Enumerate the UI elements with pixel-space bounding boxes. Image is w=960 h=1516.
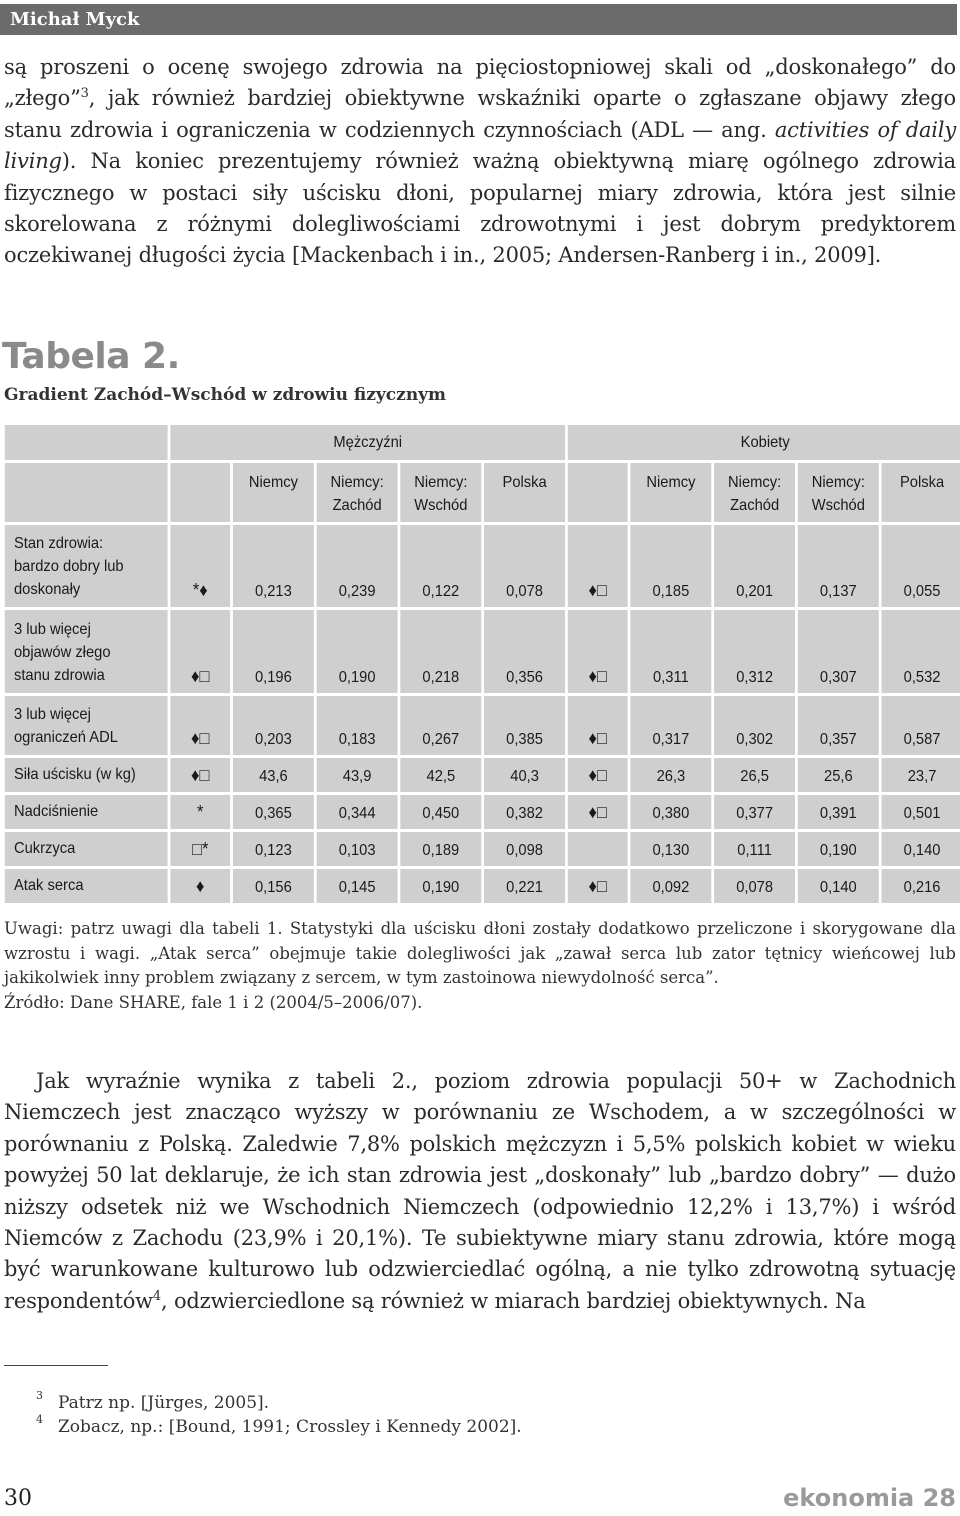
intro-text-2: , jak również bardziej obiektywne wskaźniki oparte o zgłaszane objawy złego stanu zdrowia i ograniczenia w codziennych czynnościach (ADL — ang. [4, 86, 956, 142]
value-cell: 43,6 [232, 756, 316, 793]
value-cell: 0,130 [629, 830, 713, 867]
row-label: 3 lub więcej objawów złego stanu zdrowia [3, 609, 169, 694]
body-text-2: , odzwierciedlone są również w miarach bardziej obiektywnych. Na [161, 1288, 866, 1313]
significance-marker: ♦□ [169, 694, 232, 756]
row-label: Nadciśnienie [3, 793, 169, 830]
empty-cell [566, 462, 629, 524]
value-cell: 0,357 [796, 694, 880, 756]
value-cell: 0,356 [483, 609, 567, 694]
col-header: Polska [483, 462, 567, 524]
col-header: Niemcy: Zachód [713, 462, 797, 524]
significance-marker [566, 830, 629, 867]
significance-marker: □* [169, 830, 232, 867]
table-title: Tabela 2. [2, 336, 180, 377]
value-cell: 0,189 [399, 830, 483, 867]
value-cell: 0,216 [880, 867, 960, 904]
col-header: Niemcy [629, 462, 713, 524]
value-cell: 0,078 [483, 524, 567, 609]
value-cell: 0,190 [315, 609, 399, 694]
value-cell: 0,092 [629, 867, 713, 904]
body-paragraph [4, 1066, 956, 1317]
value-cell: 40,3 [483, 756, 567, 793]
footnote-number: 4 [36, 1413, 43, 1426]
value-cell: 0,317 [629, 694, 713, 756]
value-cell: 0,267 [399, 694, 483, 756]
group-men: Mężczyźni [169, 424, 566, 462]
footnote-3 [36, 1389, 270, 1413]
value-cell: 0,501 [880, 793, 960, 830]
table-row [3, 524, 960, 609]
footnote-ref-4[interactable]: 4 [152, 1288, 161, 1304]
value-cell: 0,140 [880, 830, 960, 867]
value-cell: 0,137 [796, 524, 880, 609]
page-number: 30 [4, 1486, 32, 1511]
col-header: Niemcy: Wschód [399, 462, 483, 524]
value-cell: 0,344 [315, 793, 399, 830]
value-cell: 0,185 [629, 524, 713, 609]
table-row [3, 867, 960, 904]
value-cell: 0,078 [713, 867, 797, 904]
value-cell: 0,156 [232, 867, 316, 904]
value-cell: 0,382 [483, 793, 567, 830]
table-notes [4, 917, 956, 1015]
value-cell: 0,311 [629, 609, 713, 694]
intro-text-1: są proszeni o ocenę swojego zdrowia na pięciostopniowej skali od „doskonałego” do „złego” [4, 55, 956, 111]
footnote-4 [36, 1413, 522, 1437]
col-header: Niemcy: Wschód [796, 462, 880, 524]
value-cell: 43,9 [315, 756, 399, 793]
empty-cell [3, 424, 169, 462]
value-cell: 0,111 [713, 830, 797, 867]
footnote-ref-3[interactable]: 3 [80, 86, 89, 102]
significance-marker: ♦□ [566, 609, 629, 694]
value-cell: 0,307 [796, 609, 880, 694]
row-label: Siła uścisku (w kg) [3, 756, 169, 793]
value-cell: 0,201 [713, 524, 797, 609]
journal-name: ekonomia 28 [783, 1484, 956, 1512]
value-cell: 0,196 [232, 609, 316, 694]
running-header [0, 4, 957, 35]
author-name: Michał Myck [10, 9, 140, 30]
value-cell: 0,377 [713, 793, 797, 830]
value-cell: 0,221 [483, 867, 567, 904]
value-cell: 0,123 [232, 830, 316, 867]
value-cell: 0,145 [315, 867, 399, 904]
significance-marker: ♦□ [566, 524, 629, 609]
significance-marker: ♦□ [566, 867, 629, 904]
notes-text: Uwagi: patrz uwagi dla tabeli 1. Statystyki dla uścisku dłoni zostały dodatkowo przeliczone i skorygowane dla wzrostu i wagi. „Atak serca” obejmuje takie dolegliwości jak „zawał serca lub zator tętnicy wieńcowej lub jakikolwiek inny problem związany z sercem, w tym zastoinowa niewydolność serca”. [4, 919, 956, 987]
value-cell: 0,183 [315, 694, 399, 756]
group-header-row [3, 424, 960, 462]
intro-text-3: ). Na koniec prezentujemy również ważną obiektywną miarę ogólnego zdrowia fizycznego w postaci siły uścisku dłoni, popularnej miary zdrowia, która jest silnie skorelowana z różnymi dolegliwościami zdrowotnymi i jest dobrym predyktorem oczekiwanej długości życia [Mackenbach i in., 2005; Andersen-Ranberg i in., 2009]. [4, 149, 956, 268]
value-cell: 0,391 [796, 793, 880, 830]
table-row [3, 609, 960, 694]
footnote-divider [4, 1365, 108, 1366]
row-label: 3 lub więcej ograniczeń ADL [3, 694, 169, 756]
footnote-number: 3 [36, 1389, 43, 1402]
significance-marker: ♦□ [566, 694, 629, 756]
value-cell: 0,239 [315, 524, 399, 609]
value-cell: 0,380 [629, 793, 713, 830]
health-gradient-table [2, 422, 960, 906]
table-row [3, 830, 960, 867]
group-women: Kobiety [566, 424, 960, 462]
significance-marker: ♦□ [169, 756, 232, 793]
value-cell: 0,122 [399, 524, 483, 609]
value-cell: 0,312 [713, 609, 797, 694]
intro-italic: activities of daily living [4, 117, 956, 174]
value-cell: 26,3 [629, 756, 713, 793]
empty-cell [169, 462, 232, 524]
significance-marker: ♦□ [566, 756, 629, 793]
value-cell: 0,055 [880, 524, 960, 609]
value-cell: 0,365 [232, 793, 316, 830]
table-subtitle: Gradient Zachód–Wschód w zdrowiu fizycznym [4, 385, 447, 405]
value-cell: 0,385 [483, 694, 567, 756]
value-cell: 0,532 [880, 609, 960, 694]
row-label: Cukrzyca [3, 830, 169, 867]
footnote-text: Zobacz, np.: [Bound, 1991; Crossley i Kennedy 2002]. [58, 1417, 522, 1437]
value-cell: 0,587 [880, 694, 960, 756]
notes-source: Źródło: Dane SHARE, fale 1 i 2 (2004/5–2006/07). [4, 992, 423, 1012]
value-cell: 0,098 [483, 830, 567, 867]
table-row [3, 793, 960, 830]
significance-marker: ♦ [169, 867, 232, 904]
body-text-1: Jak wyraźnie wynika z tabeli 2., poziom zdrowia populacji 50+ w Zachodnich Niemczech jest znacząco wyższy w porównaniu ze Wschodem, a w szczególności w porównaniu z Polską. Zaledwie 7,8% polskich mężczyzn i 5,5% polskich kobiet w wieku powyżej 50 lat deklaruje, że ich stan zdrowia jest „doskonały” lub „bardzo dobry” — dużo niższy odsetek niż we Wschodnich Niemczech (odpowiednio 12,2% i 13,7%) i wśród Niemców z Zachodu (23,9% i 20,1%). Te subiektywne miary stanu zdrowia, które mogą być warunkowane kulturowo lub odzwierciedlać ogólną, a nie tylko zdrowotną sytuację respondentów [4, 1069, 956, 1313]
value-cell: 42,5 [399, 756, 483, 793]
row-label: Atak serca [3, 867, 169, 904]
value-cell: 0,190 [399, 867, 483, 904]
table-body [3, 524, 960, 905]
value-cell: 0,203 [232, 694, 316, 756]
table-row [3, 694, 960, 756]
value-cell: 0,218 [399, 609, 483, 694]
footnote-text: Patrz np. [Jürges, 2005]. [58, 1393, 270, 1413]
value-cell: 26,5 [713, 756, 797, 793]
value-cell: 0,302 [713, 694, 797, 756]
value-cell: 23,7 [880, 756, 960, 793]
col-header: Polska [880, 462, 960, 524]
empty-cell [3, 462, 169, 524]
value-cell: 25,6 [796, 756, 880, 793]
value-cell: 0,450 [399, 793, 483, 830]
intro-paragraph [4, 52, 956, 272]
col-header: Niemcy: Zachód [315, 462, 399, 524]
value-cell: 0,103 [315, 830, 399, 867]
value-cell: 0,190 [796, 830, 880, 867]
value-cell: 0,213 [232, 524, 316, 609]
value-cell: 0,140 [796, 867, 880, 904]
row-label: Stan zdrowia: bardzo dobry lub doskonały [3, 524, 169, 609]
significance-marker: *♦ [169, 524, 232, 609]
column-header-row [3, 462, 960, 524]
significance-marker: ♦□ [169, 609, 232, 694]
significance-marker: ♦□ [566, 793, 629, 830]
table-row [3, 756, 960, 793]
col-header: Niemcy [232, 462, 316, 524]
significance-marker: * [169, 793, 232, 830]
